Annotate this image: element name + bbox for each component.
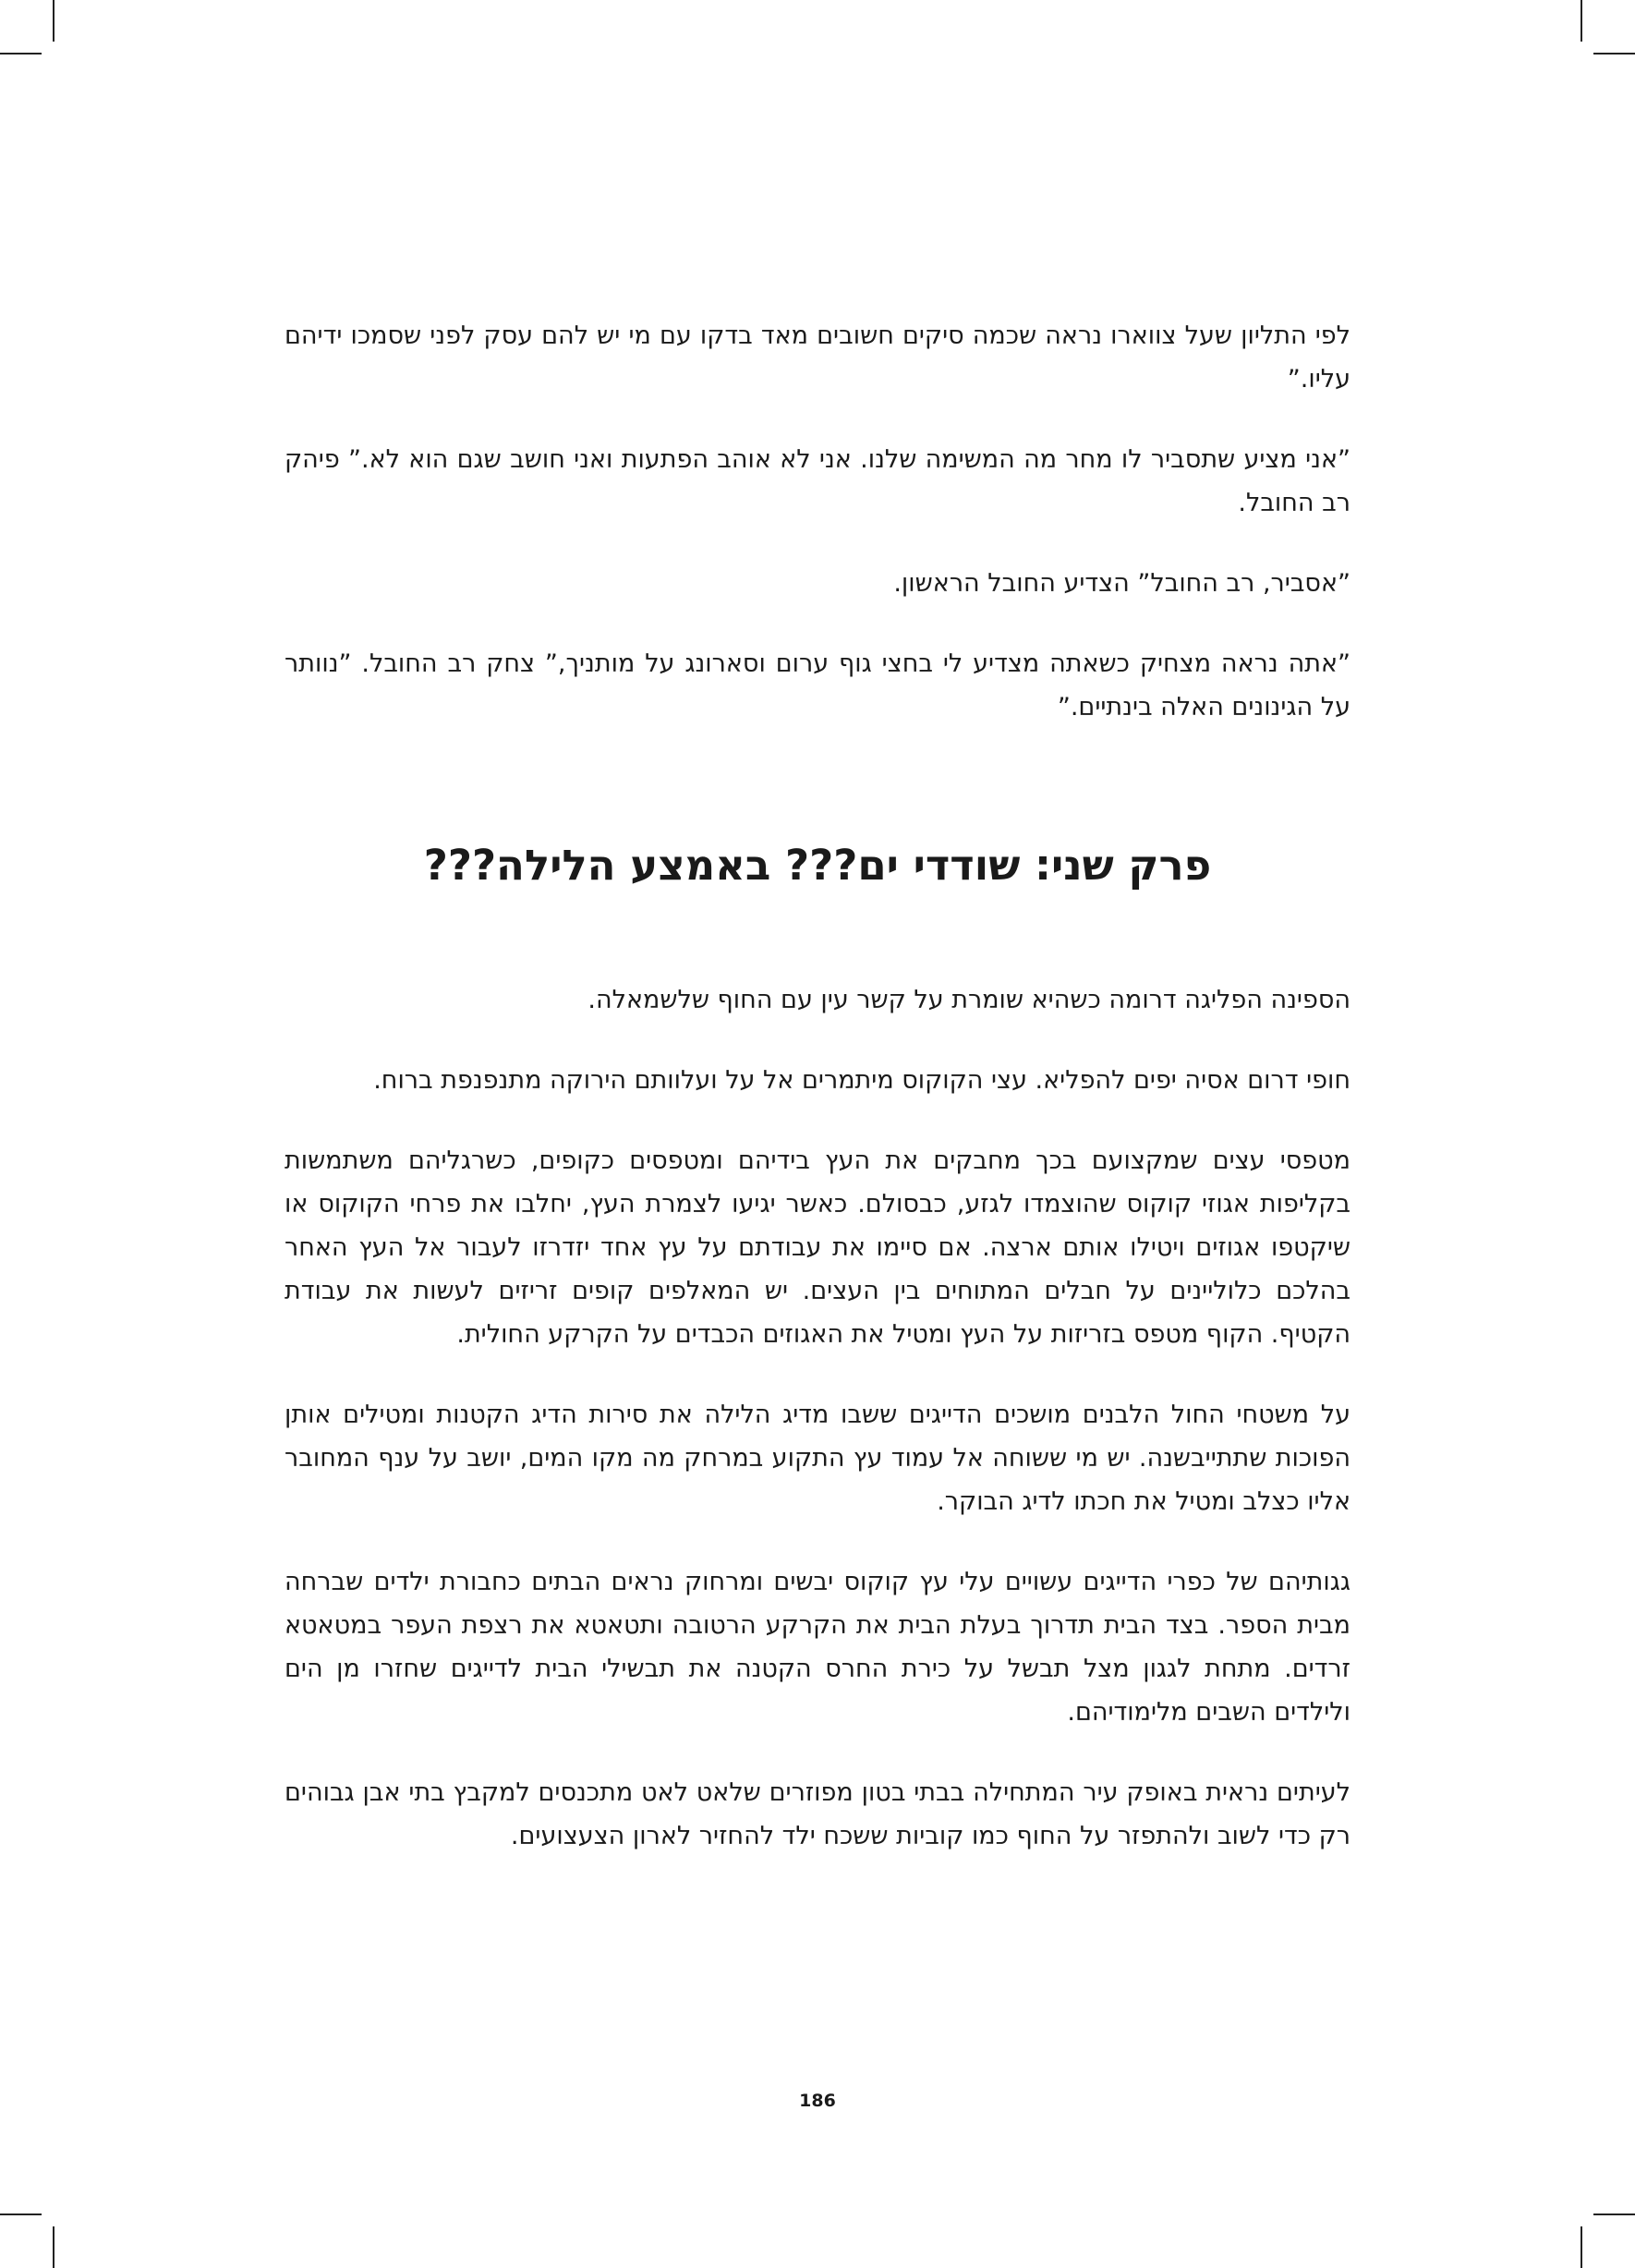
crop-mark-top-right-vertical: [1580, 0, 1582, 42]
crop-mark-top-left-vertical: [53, 0, 54, 42]
paragraph: מטפסי עצים שמקצועם בכך מחבקים את העץ בידיהם ומטפסים כקופים, כשרגליהם משתמשות בקליפות אגוזי קוקוס שהוצמדו לגזע, כבסולם. כאשר יגיעו לצמרת העץ, יחלבו את פרחי הקוקוס או שיקטפו אגוזים ויטילו אותם ארצה. אם סיימו את עבודתם על עץ אחד יזדרזו לעבור אל העץ האחר בהלכם כלוליינים על חבלים המתוחים בין העצים. יש המאלפים קופים זריזים לעשות את עבודת הקטיף. הקוף מטפס בזריזות על העץ ומטיל את האגוזים הכבדים על הקרקע החולית.: [285, 1146, 1350, 1349]
paragraph: לפי התליון שעל צווארו נראה שכמה סיקים חשובים מאד בדקו עם מי יש להם עסק לפני שסמכו ידיהם עליו.”: [285, 321, 1350, 394]
crop-mark-bottom-right-vertical: [1580, 2226, 1582, 2268]
crop-mark-bottom-right-horizontal: [1593, 2213, 1635, 2215]
chapter-title: פרק שני: שודדי ים??? באמצע הלילה???: [423, 841, 1212, 890]
paragraph: הספינה הפליגה דרומה כשהיא שומרת על קשר עין עם החוף שלשמאלה.: [587, 986, 1350, 1014]
chapter-body: [285, 978, 1350, 1858]
page-number: 186: [799, 2091, 836, 2111]
paragraph: חופי דרום אסיה יפים להפליא. עצי הקוקוס מיתמרים אל על ועלוותם הירוקה מתנפנפת ברוח.: [373, 1066, 1350, 1095]
crop-mark-bottom-left-horizontal: [0, 2213, 42, 2215]
paragraph: על משטחי החול הלבנים מושכים הדייגים ששבו מדיג הלילה את סירות הדיג הקטנות ומטילים אותן הפוכות שתתייבשנה. יש מי ששוחה אל עמוד עץ התקוע במרחק מה מקו המים, יושב על ענף המחובר אליו כצלב ומטיל את חכתו לדיג הבוקר.: [285, 1401, 1350, 1516]
paragraph: גגותיהם של כפרי הדייגים עשויים עלי עץ קוקוס יבשים ומרחוק נראים הבתים כחבורת ילדים שברחה מבית הספר. בצד הבית תדרוך בעלת הבית את הקרקע הרטובה ותטאטא את רצפת העפר במטאטא זרדים. מתחת לגגון מצל תבשל על כירת החרס הקטנה את תבשילי הבית לדייגים שחזרו מן הים ולילדים השבים מלימודיהם.: [285, 1568, 1350, 1727]
paragraph: ”אני מציע שתסביר לו מחר מה המשימה שלנו. אני לא אוהב הפתעות ואני חושב שגם הוא לא.” פיהק רב החובל.: [285, 445, 1350, 517]
paragraph: לעיתים נראית באופק עיר המתחילה בבתי בטון מפוזרים שלאט לאט מתכנסים למקבץ בתי אבן גבוהים רק כדי לשוב ולהתפזר על החוף כמו קוביות ששכח ילד להחזיר לארון הצעצועים.: [285, 1778, 1350, 1850]
crop-mark-top-left-horizontal: [0, 53, 42, 55]
crop-mark-bottom-left-vertical: [53, 2226, 54, 2268]
page-body: [285, 314, 1350, 1895]
section-before-chapter: [285, 314, 1350, 729]
paragraph: ”אסביר, רב החובל” הצדיע החובל הראשון.: [893, 569, 1350, 598]
paragraph: ”אתה נראה מצחיק כשאתה מצדיע לי בחצי גוף ערום וסארונג על מותניך,” צחק רב החובל. ”נוותר על הגינונים האלה בינתיים.”: [285, 649, 1350, 722]
crop-mark-top-right-horizontal: [1593, 53, 1635, 55]
